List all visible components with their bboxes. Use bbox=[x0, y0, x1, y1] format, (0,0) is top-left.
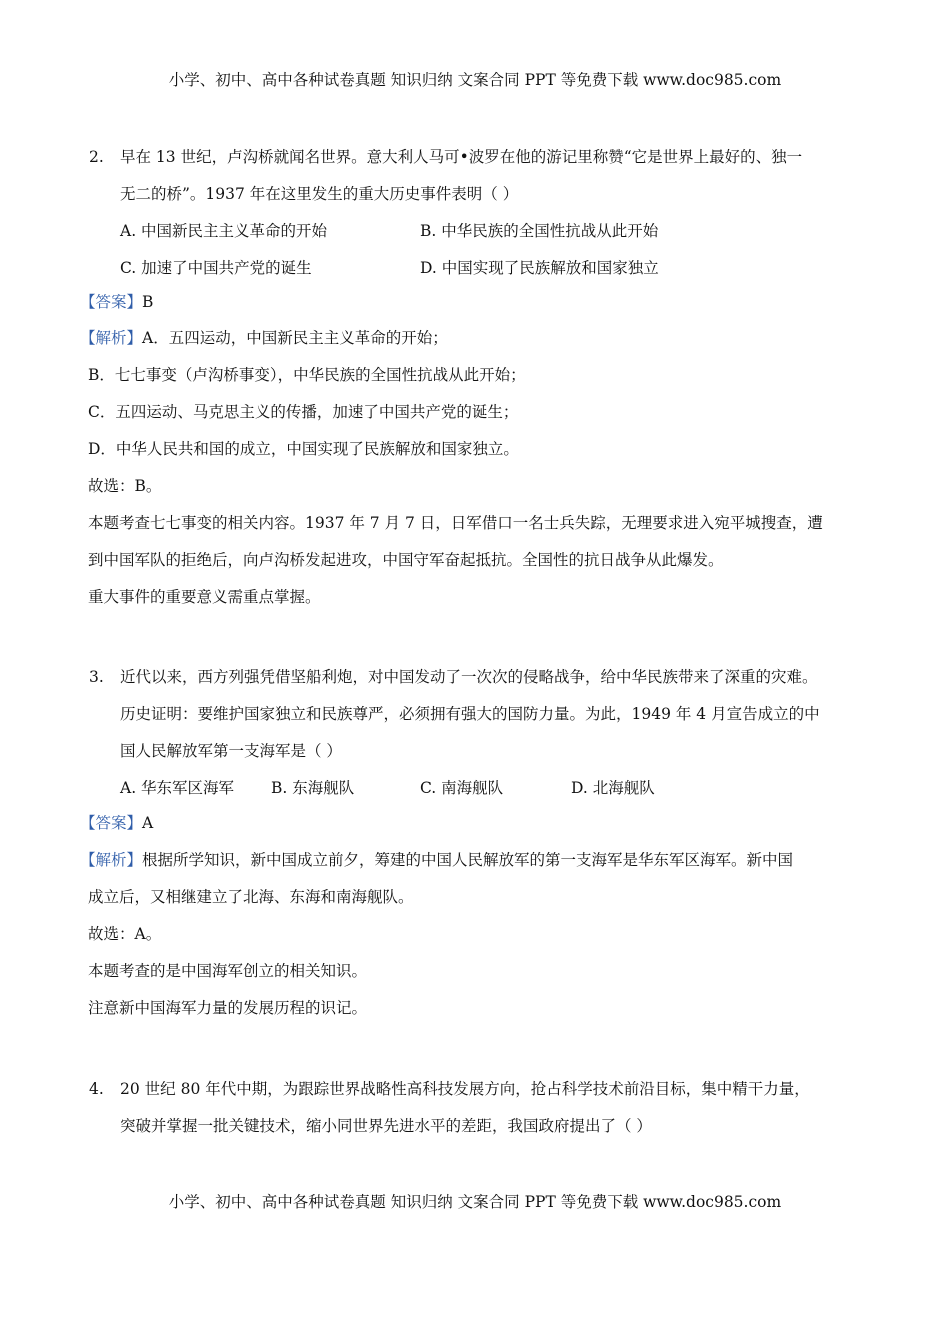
answer-line bbox=[80, 291, 153, 313]
question-number: 2. bbox=[89, 148, 104, 166]
analysis-text: C．五四运动、马克思主义的传播，加速了中国共产党的诞生； bbox=[88, 403, 519, 421]
answer-line bbox=[80, 812, 153, 834]
analysis-text: 注意新中国海军力量的发展历程的识记。 bbox=[88, 999, 368, 1017]
analysis-text: B．七七事变（卢沟桥事变），中华民族的全国性抗战从此开始； bbox=[88, 366, 526, 384]
analysis-text: A．五四运动，中国新民主主义革命的开始； bbox=[142, 329, 448, 347]
answer-tag: 【答案】 bbox=[80, 814, 143, 832]
page-header: 小学、初中、高中各种试卷真题 知识归纳 文案合同 PPT 等免费下载 www.doc985.com bbox=[168, 71, 782, 89]
analysis-text: 重大事件的重要意义需重点掌握。 bbox=[88, 588, 321, 606]
question-stem: 国人民解放军第一支海军是（ ） bbox=[120, 742, 342, 760]
page-footer: 小学、初中、高中各种试卷真题 知识归纳 文案合同 PPT 等免费下载 www.doc985.com bbox=[168, 1193, 782, 1211]
question-number: 3. bbox=[89, 668, 104, 686]
question-stem: 历史证明：要维护国家独立和民族尊严，必须拥有强大的国防力量。为此，1949 年 4 月宣告成立的中 bbox=[120, 705, 820, 723]
analysis-text: 到中国军队的拒绝后，向卢沟桥发起进攻，中国守军奋起抵抗。全国性的抗日战争从此爆发。 bbox=[88, 551, 724, 569]
option-d: D. 北海舰队 bbox=[571, 779, 655, 797]
option-b: B. 中华民族的全国性抗战从此开始 bbox=[420, 222, 659, 240]
option-a: A. 中国新民主主义革命的开始 bbox=[120, 222, 328, 240]
analysis-text: 成立后，又相继建立了北海、东海和南海舰队。 bbox=[88, 888, 414, 906]
analysis-text: 故选：A。 bbox=[88, 925, 162, 943]
analysis-text: D．中华人民共和国的成立，中国实现了民族解放和国家独立。 bbox=[88, 440, 519, 458]
analysis-text: 故选：B。 bbox=[88, 477, 162, 495]
question-stem: 无二的桥”。1937 年在这里发生的重大历史事件表明（ ） bbox=[120, 185, 519, 203]
option-b: B. 东海舰队 bbox=[271, 779, 355, 797]
analysis-line bbox=[80, 327, 448, 349]
answer-value: B bbox=[142, 293, 154, 311]
option-d: D. 中国实现了民族解放和国家独立 bbox=[420, 259, 659, 277]
option-a: A. 华东军区海军 bbox=[120, 779, 235, 797]
analysis-tag: 【解析】 bbox=[80, 851, 143, 869]
analysis-text: 本题考查的是中国海军创立的相关知识。 bbox=[88, 962, 368, 980]
answer-value: A bbox=[142, 814, 154, 832]
question-stem: 20 世纪 80 年代中期，为跟踪世界战略性高科技发展方向，抢占科学技术前沿目标，集中精干力量， bbox=[120, 1080, 810, 1098]
question-number: 4. bbox=[89, 1080, 104, 1098]
answer-tag: 【答案】 bbox=[80, 293, 143, 311]
analysis-text: 本题考查七七事变的相关内容。1937 年 7 月 7 日，日军借口一名士兵失踪，无理要求进入宛平城搜查，遭 bbox=[88, 514, 823, 532]
option-c: C. 加速了中国共产党的诞生 bbox=[120, 259, 312, 277]
analysis-tag: 【解析】 bbox=[80, 329, 143, 347]
question-stem: 突破并掌握一批关键技术，缩小同世界先进水平的差距，我国政府提出了（ ） bbox=[120, 1117, 652, 1135]
analysis-text: 根据所学知识，新中国成立前夕，筹建的中国人民解放军的第一支海军是华东军区海军。新中国 bbox=[142, 851, 794, 869]
analysis-line bbox=[80, 849, 793, 871]
question-stem: 早在 13 世纪，卢沟桥就闻名世界。意大利人马可•波罗在他的游记里称赞“它是世界上最好的、独一 bbox=[120, 148, 803, 166]
question-stem: 近代以来，西方列强凭借坚船利炮，对中国发动了一次次的侵略战争，给中华民族带来了深重的灾难。 bbox=[120, 668, 818, 686]
option-c: C. 南海舰队 bbox=[420, 779, 504, 797]
